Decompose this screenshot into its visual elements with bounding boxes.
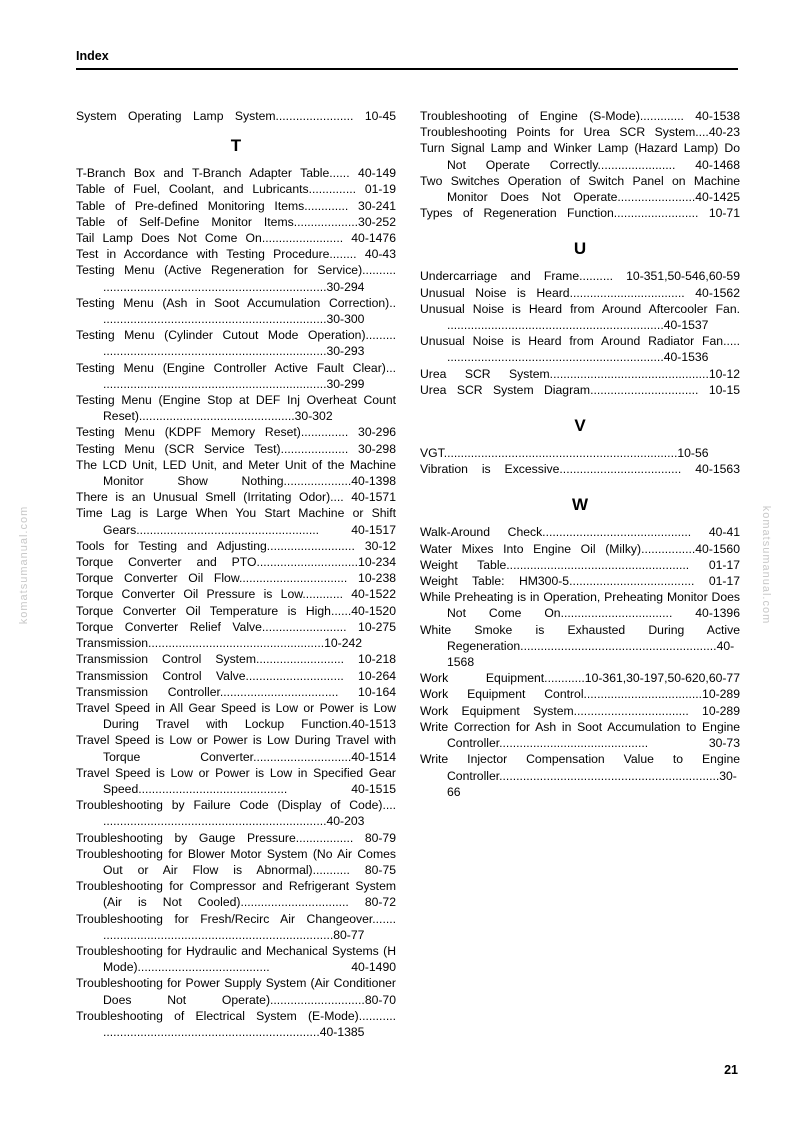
index-entry: Time Lag is Large When You Start Machine or Shift Gears...................................................... 40-1517 <box>76 506 396 537</box>
index-entry: Torque Converter Relief Valve......................... 10-275 <box>76 619 396 634</box>
index-entry: Troubleshooting for Hydraulic and Mechanical Systems (H Mode)....................................... 40-1490 <box>76 943 396 975</box>
index-entry: Testing Menu (KDPF Memory Reset).............. 30-296 <box>76 425 396 440</box>
index-entry: Work Equipment............10-361,30-197,50-620,60-77 <box>420 671 740 686</box>
index-entry: While Preheating is in Operation, Preheating Monitor Does Not Come On................................. 40-1396 <box>420 590 740 621</box>
index-entry: Troubleshooting by Failure Code (Display of Code).... ..................................................................40-203 <box>76 798 396 829</box>
index-entry: Work Equipment Control...................................10-289 <box>420 687 740 702</box>
index-entry: Troubleshooting for Fresh/Recirc Air Changeover....... ....................................................................80-77 <box>76 911 396 942</box>
index-entry: Two Switches Operation of Switch Panel on Machine Monitor Does Not Operate.......................40-1425 <box>420 173 740 205</box>
index-entry: Travel Speed is Low or Power is Low During Travel with Torque Converter.............................40-1514 <box>76 733 396 764</box>
index-entry: Troubleshooting for Blower Motor System (No Air Comes Out or Air Flow is Abnormal)........... 80-75 <box>76 846 396 877</box>
index-entry: Table of Pre-defined Monitoring Items............. 30-241 <box>76 198 396 213</box>
index-entry: Travel Speed is Low or Power is Low in Specified Gear Speed............................................ 40-1515 <box>76 765 396 796</box>
index-entry: Troubleshooting for Power Supply System (Air Conditioner Does Not Operate)............................80-70 <box>76 976 396 1007</box>
index-entry: Testing Menu (Active Regeneration for Service).......... ..................................................................30-294 <box>76 263 396 294</box>
index-entry: Testing Menu (SCR Service Test).................... 30-298 <box>76 441 396 456</box>
index-entry: White Smoke is Exhausted During Active Regeneration..........................................................40-1568 <box>420 622 740 670</box>
watermark-left: komatsumanual.com <box>18 505 30 625</box>
index-entry: Transmission....................................................10-242 <box>76 636 363 651</box>
index-entry: Testing Menu (Engine Controller Active Fault Clear)... ..................................................................30-299 <box>76 360 396 391</box>
index-entry: Test in Accordance with Testing Procedure........ 40-43 <box>76 247 396 262</box>
index-entry: Unusual Noise is Heard.................................. 40-1562 <box>420 285 740 300</box>
index-entry: Testing Menu (Ash in Soot Accumulation Correction).. ..................................................................30-300 <box>76 295 396 327</box>
index-entry: Torque Converter Oil Temperature is High......40-1520 <box>76 603 396 618</box>
index-column-left <box>76 108 396 1040</box>
index-entry: Types of Regeneration Function......................... 10-71 <box>420 206 740 221</box>
section-letter: U <box>573 239 587 259</box>
index-entry: VGT.....................................................................10-56 <box>420 446 709 461</box>
index-entry: Unusual Noise is Heard from Around Radiator Fan..... ................................................................40-1536 <box>420 334 740 365</box>
index-entry: Water Mixes Into Engine Oil (Milky)................40-1560 <box>420 541 740 556</box>
index-entry: Undercarriage and Frame.......... 10-351,50-546,60-59 <box>420 269 740 284</box>
header-rule <box>76 68 738 70</box>
section-letter: V <box>574 416 586 436</box>
index-entry: Weight Table...................................................... 01-17 <box>420 557 740 572</box>
index-entry: Troubleshooting for Compressor and Refrigerant System (Air is Not Cooled)................................ 80-72 <box>76 879 396 910</box>
index-entry: There is an Unusual Smell (Irritating Odor).... 40-1571 <box>76 490 396 505</box>
index-entry: Torque Converter Oil Flow................................ 10-238 <box>76 571 396 586</box>
index-entry: Urea SCR System Diagram................................ 10-15 <box>420 382 740 397</box>
index-entry: Troubleshooting of Electrical System (E-Mode)........... ................................................................40-1385 <box>76 1008 396 1039</box>
index-entry: Write Injector Compensation Value to Engine Controller.................................................................30-66 <box>420 752 740 799</box>
index-entry: Transmission Control Valve............................. 10-264 <box>76 668 396 683</box>
index-entry: Weight Table: HM300-5..................................... 01-17 <box>420 574 740 589</box>
index-entry: Testing Menu (Cylinder Cutout Mode Operation)......... ..................................................................30-293 <box>76 328 396 359</box>
page-number: 21 <box>724 1063 738 1077</box>
index-entry: Table of Self-Define Monitor Items...................30-252 <box>76 214 396 229</box>
index-entry: Torque Converter Oil Pressure is Low............ 40-1522 <box>76 587 396 602</box>
index-entry: Work Equipment System.................................. 10-289 <box>420 703 740 718</box>
index-entry: Turn Signal Lamp and Winker Lamp (Hazard Lamp) Do Not Operate Correctly....................... 40-1468 <box>420 141 740 172</box>
index-entry: The LCD Unit, LED Unit, and Meter Unit of the Machine Monitor Show Nothing....................40-1398 <box>76 457 396 489</box>
watermark-right: komatsumanual.com <box>760 505 772 625</box>
index-entry: Troubleshooting of Engine (S-Mode)............. 40-1538 <box>420 109 740 123</box>
index-entry: Vibration is Excessive.................................... 40-1563 <box>420 462 740 477</box>
index-entry: Testing Menu (Engine Stop at DEF Inj Overheat Count Reset)..............................................30-302 <box>76 393 396 424</box>
index-entry: Torque Converter and PTO..............................10-234 <box>76 555 396 570</box>
index-entry: System Operating Lamp System....................... 10-45 <box>76 109 396 123</box>
index-entry: Travel Speed in All Gear Speed is Low or Power is Low During Travel with Lockup Function.40-1513 <box>76 700 396 732</box>
index-entry: Troubleshooting by Gauge Pressure................. 80-79 <box>76 830 396 845</box>
section-letter: W <box>571 495 589 515</box>
index-entry: Walk-Around Check............................................ 40-41 <box>420 525 740 540</box>
index-entry: Tools for Testing and Adjusting.......................... 30-12 <box>76 538 396 553</box>
index-entry: Table of Fuel, Coolant, and Lubricants.............. 01-19 <box>76 182 396 197</box>
index-entry: Troubleshooting Points for Urea SCR System....40-23 <box>420 125 740 140</box>
index-entry: T-Branch Box and T-Branch Adapter Table...... 40-149 <box>76 166 396 181</box>
index-column-right <box>420 108 740 800</box>
index-entry: Transmission Controller................................... 10-164 <box>76 684 396 699</box>
index-entry: Write Correction for Ash in Soot Accumulation to Engine Controller............................................ 30-73 <box>420 719 740 751</box>
section-letter: T <box>230 136 242 156</box>
index-entry: Unusual Noise is Heard from Around Aftercooler Fan. ................................................................40-1537 <box>420 301 740 333</box>
index-entry: Transmission Control System.......................... 10-218 <box>76 652 396 667</box>
index-entry: Urea SCR System...............................................10-12 <box>420 366 740 381</box>
page-header-title: Index <box>76 49 109 63</box>
index-entry: Tail Lamp Does Not Come On........................ 40-1476 <box>76 231 396 246</box>
